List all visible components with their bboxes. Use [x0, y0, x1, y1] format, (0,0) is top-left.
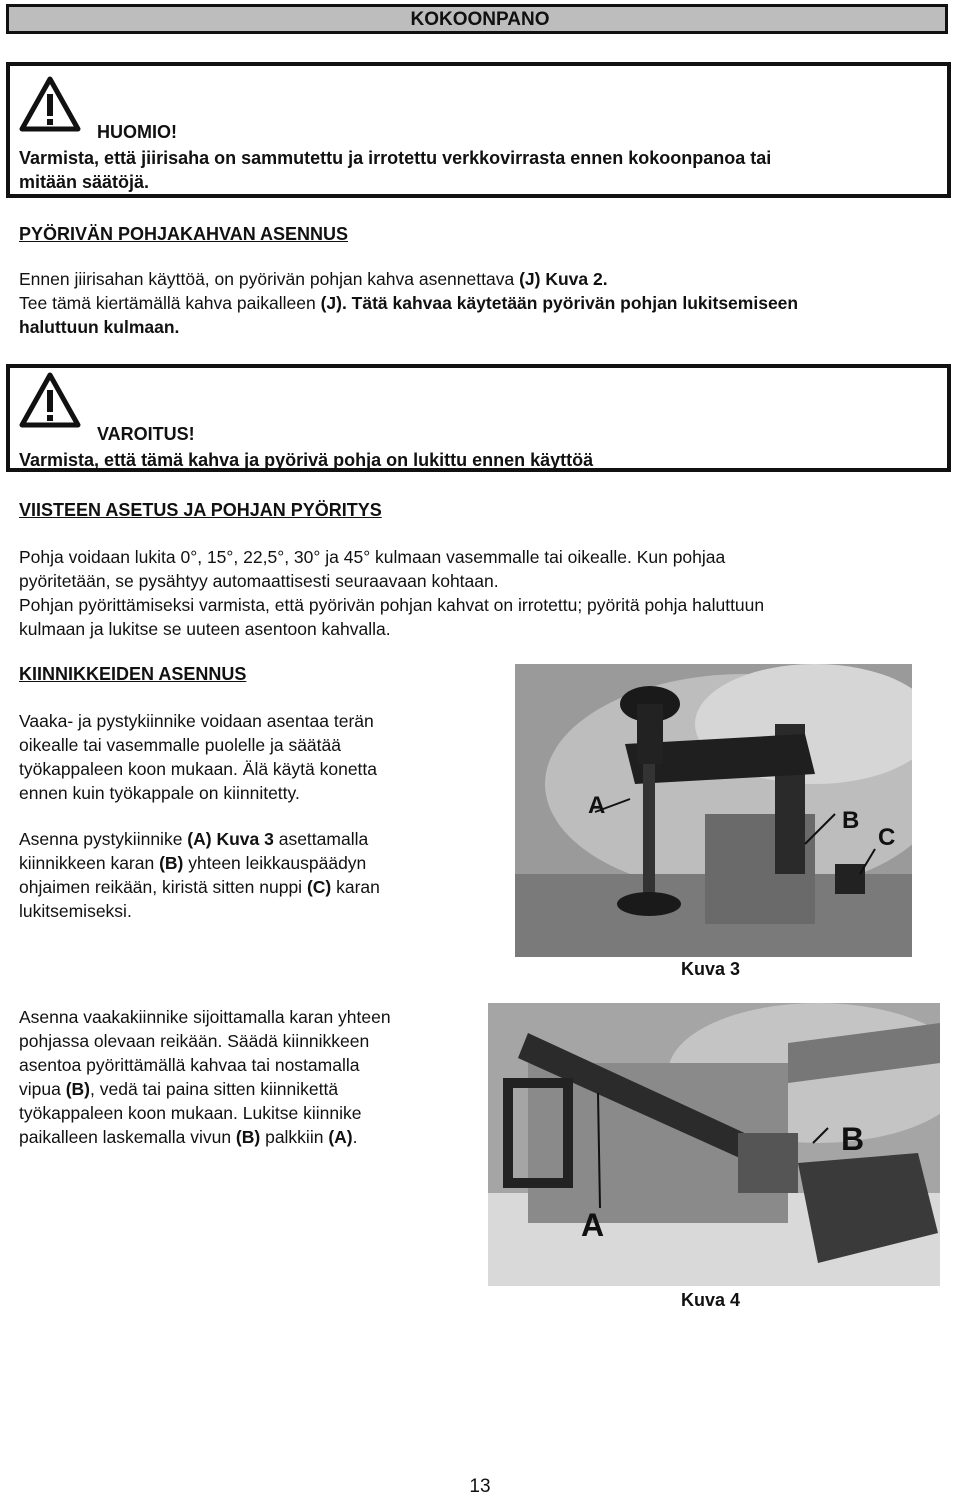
section1-line: haluttuun kulmaan. — [19, 317, 180, 337]
section2-line: pyöritetään, se pysähtyy automaattisesti seuraavaan kohtaan. — [19, 571, 499, 591]
notice-line: mitään säätöjä. — [19, 172, 150, 192]
warning-text: Varmista, että tämä kahva ja pyörivä pohja on lukittu ennen käyttöä — [19, 450, 594, 470]
figure-3-caption: Kuva 3 — [681, 959, 741, 979]
section1-line: Tee tämä kiertämällä kahva paikalleen (J). Tätä kahvaa käytetään pyörivän pohjan lukitsemiseen — [19, 293, 799, 313]
section3-para1-line: ennen kuin työkappale on kiinnitetty. — [19, 783, 300, 803]
figure-4-photo — [488, 1003, 940, 1286]
section3-para1-line: työkappaleen koon mukaan. Älä käytä konetta — [19, 759, 378, 779]
section-heading-bevel-rotation: VIISTEEN ASETUS JA POHJAN PYÖRITYS — [19, 500, 382, 520]
warning-triangle-icon — [19, 76, 81, 132]
page-number: 13 — [469, 1476, 491, 1497]
section2-line: kulmaan ja lukitse se uuteen asentoon kahvalla. — [19, 619, 391, 639]
section3-para3-line: asentoa pyörittämällä kahvaa tai nostamalla — [19, 1055, 360, 1075]
section2-line: Pohjan pyörittämiseksi varmista, että pyörivän pohjan kahvat on irrotettu; pyöritä pohja haluttuun — [19, 595, 765, 615]
figure-3-photo — [515, 664, 912, 957]
section-heading-clamp-installation: KIINNIKKEIDEN ASENNUS — [19, 664, 247, 684]
section3-para3-line: paikalleen laskemalla vivun (B) palkkiin (A). — [19, 1127, 358, 1147]
section1-line: Ennen jiirisahan käyttöä, on pyörivän pohjan kahva asennettava (J) Kuva 2. — [19, 269, 608, 289]
notice-line: Varmista, että jiirisaha on sammutettu ja irrotettu verkkovirrasta ennen kokoonpanoa tai — [19, 148, 772, 168]
notice-title: HUOMIO! — [97, 122, 177, 142]
horizontal-clamp-illustration — [488, 1003, 940, 1286]
warning-title: VAROITUS! — [97, 424, 195, 444]
figure-4-label-b: B — [841, 1121, 865, 1157]
figure-3-label-b: B — [842, 807, 860, 834]
figure-4-label-a: A — [581, 1207, 605, 1243]
figure-4-caption: Kuva 4 — [681, 1290, 741, 1310]
section3-para1-line: oikealle tai vasemmalle puolelle ja säätää — [19, 735, 341, 755]
section3-para3-line: työkappaleen koon mukaan. Lukitse kiinnike — [19, 1103, 362, 1123]
page-title: KOKOONPANO — [410, 9, 550, 30]
section3-para3-line: Asenna vaakakiinnike sijoittamalla karan yhteen — [19, 1007, 391, 1027]
section3-para2-line: lukitsemiseksi. — [19, 901, 132, 921]
figure-3-label-c: C — [878, 824, 896, 851]
section3-para2-line: ohjaimen reikään, kiristä sitten nuppi (C) karan — [19, 877, 380, 897]
warning-triangle-icon — [19, 372, 81, 428]
section3-para2-line: kiinnikkeen karan (B) yhteen leikkauspäädyn — [19, 853, 367, 873]
section3-para3-line: vipua (B), vedä tai paina sitten kiinnikettä — [19, 1079, 339, 1099]
section2-line: Pohja voidaan lukita 0°, 15°, 22,5°, 30° ja 45° kulmaan vasemmalle tai oikealle. Kun pohjaa — [19, 547, 726, 567]
section3-para2-line: Asenna pystykiinnike (A) Kuva 3 asettamalla — [19, 829, 369, 849]
figure-3-label-a: A — [588, 792, 606, 819]
section3-para3-line: pohjassa olevaan reikään. Säädä kiinnikkeen — [19, 1031, 370, 1051]
section-heading-rotating-base-handle: PYÖRIVÄN POHJAKAHVAN ASENNUS — [19, 224, 349, 244]
section3-para1-line: Vaaka- ja pystykiinnike voidaan asentaa terän — [19, 711, 374, 731]
